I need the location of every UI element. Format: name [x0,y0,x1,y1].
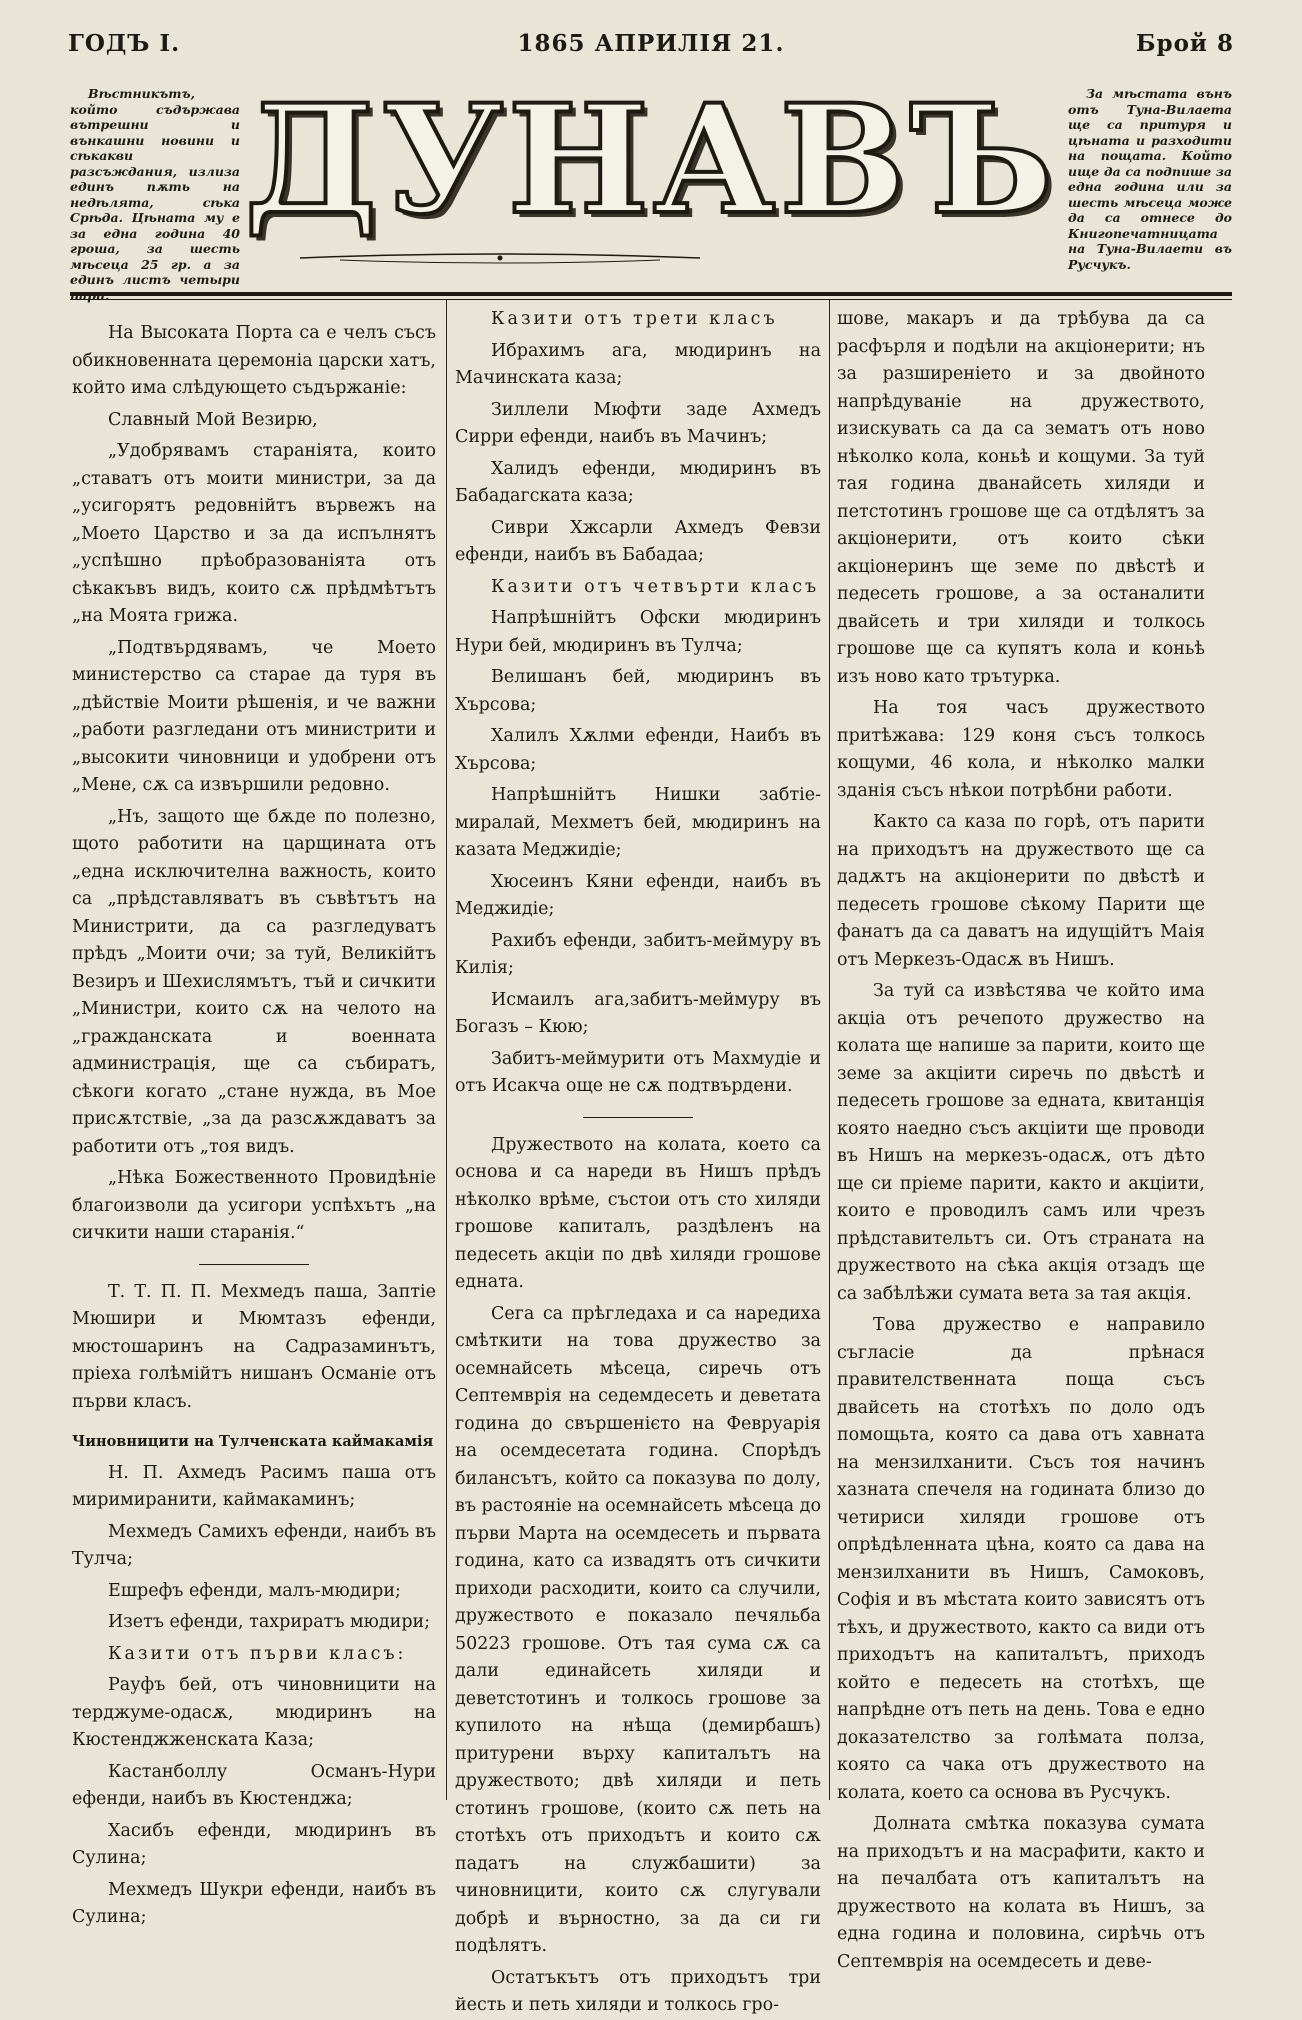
article-paragraph: Исмаилъ ага,забитъ-меймуру въ Богазъ – Кюю; [455,989,821,1037]
column-2 [455,306,821,2015]
article-paragraph: Халилъ Хѫлми ефенди, Наибъ въ Хърсова; [455,726,821,774]
column-1 [72,306,436,1927]
article-paragraph: Т. Т. П. П. Мехмедъ паша, Заптіе Мюшири и Мюмтазъ ефенди, мюстошаринъ на Садразаминътъ, пріеха голѣмійтъ нишанъ Османіе отъ първи класъ. [72,1281,436,1412]
article-paragraph: За туй са извѣстява че който има акціа отъ речепото дружество на колата ще напише за парити, които ще земе за акціити сиречь по двѣстѣ и педесеть грошове за едната, квитанція която наедно съсъ акціити ще проводи въ Нишъ на меркезъ-одасѫ, отъ дѣто ще си пріеме парити, както и акціити, които е проводилъ самъ или чрезъ прѣдставительтъ си. Отъ страната на дружеството на сѣка акція отзадъ ще са забѣлѣжи сумата вета за тая акція. [837,981,1205,1304]
article-paragraph: Велишанъ бей, мюдиринъ въ Хърсова; [455,667,821,715]
article-paragraph: Мехмедъ Самихъ ефенди, наибъ въ Тулча; [72,1521,436,1569]
article-paragraph: Хюсеинъ Кяни ефенди, наибъ въ Меджидіе; [455,871,821,919]
masthead-divider [70,292,1232,300]
article-paragraph: Ибрахимъ ага, мюдиринъ на Мачинската каза; [455,340,821,388]
article-paragraph: „Подтвърдявамъ, че Моето министерство са старае да туря въ „дѣйствіе Моити рѣшенія, и че важни „работи разгледани отъ министрити и „высокити чиновници и удобрени отъ „Мене, сѫ са извършили редовно. [72,637,436,795]
column-divider [829,300,830,1800]
article-paragraph: Напрѣшнійтъ Офски мюдиринъ Нури бей, мюдиринъ въ Тулча; [455,608,821,656]
article-paragraph: Изетъ ефенди, тахриратъ мюдири; [108,1612,431,1632]
article-paragraph: „Нъ, защото ще бѫде по полезно, щото работити на царщината отъ „една исключителна важность, които са „прѣдставляватъ въ съвѣтътъ на Министрити, да са разгледуватъ прѣдъ „Моити очи; за туй, Великійтъ Везиръ и Шехислямътъ, тъй и сичкити „Министри, които сѫ на челото на „гражданската и военната администрація, ще са събиратъ, сѣкоги когато „стане нужда, въ Мое присѫтствіе, „за да разсѫждаватъ за работити отъ „тоя видъ. [72,806,436,1157]
section-heading: Чиновницити на Тулченската каймакамія [72,1433,434,1450]
article-paragraph: Н. П. Ахмедъ Расимъ паша отъ миримиранити, каймакаминъ; [72,1462,436,1510]
column-3 [837,306,1205,1972]
section-heading: Казити отъ четвърти класъ [491,576,820,597]
title-block [240,72,1062,248]
article-paragraph: На Высоката Порта са е челъ съсъ обикновенната церемоніа царски хатъ, който има слѣдующето съдържаніе: [72,323,436,398]
article-paragraph: Зиллели Мюфти заде Ахмедъ Сирри ефенди, наибъ въ Мачинъ; [455,399,821,447]
year-label: ГОДЪ I. [68,30,181,57]
article-paragraph: Халидъ ефенди, мюдиринъ въ Бабадагската каза; [455,458,821,506]
article-paragraph: Напрѣшнійтъ Нишки забтіе-миралай, Мехметъ бей, мюдиринъ на казата Меджидіе; [455,785,821,860]
section-heading: Казити отъ трети класъ [491,309,778,329]
article-paragraph: Долната смѣтка показува сумата на приходътъ и на масрафити, както и на печалбата отъ капиталътъ на дружеството на колата въ Нишъ, за една година и половина, сирѣчь отъ Септемврія на осемдесеть и деве- [837,1814,1205,1972]
section-divider [199,1264,309,1265]
article-paragraph: Това дружество е направило съгласіе да прѣнася правителственната поща съсъ двайсеть на стотѣхъ по доло одъ помощьта, която са дава отъ хавната на мензилханити. Съсъ тоя начинъ хазната спечеля на годината близо до четириси хиляди грошове отъ опрѣдѣленната цѣна, която са дава на мензилханити въ Нишъ, Самоковъ, Софія и въ мѣстата които зависятъ отъ тѣхъ, и дружеството, както са види отъ приходътъ на капиталътъ, приходъ който е педесеть на стотѣхъ, ще напрѣдне отъ петь на день. Това е едно доказателство за голѣмата полза, която са чака отъ дружеството на колата, което са основа въ Русчукъ. [837,1315,1205,1803]
article-paragraph: На тоя часъ дружеството притѣжава: 129 коня съсъ толкось кощуми, 46 кола, и нѣколко малки зданія съсъ нѣкои потрѣбни работи. [837,698,1205,801]
spacer [72,306,436,320]
top-line [68,30,1234,60]
article-paragraph: Славный Мой Везирю, [108,409,318,430]
article-paragraph: Забитъ-меймурити отъ Махмудіе и отъ Исакча още не сѫ подтвърдени. [455,1048,821,1096]
article-paragraph: Мехмедъ Шукри ефенди, наибъ въ Сулина; [72,1879,436,1927]
section-divider [583,1117,693,1118]
article-paragraph: Рахибъ ефенди, забитъ-меймуру въ Килія; [455,930,821,978]
article-paragraph: Остатъкътъ отъ приходътъ три йесть и петь хиляди и толкось гро- [455,1967,821,2015]
section-heading: Казити отъ първи класъ: [108,1643,407,1664]
article-paragraph: Дружеството на колата, което са основа и са нареди въ Нишъ прѣдъ нѣколко врѣме, състои отъ сто хиляди грошове капиталъ, раздѣленъ на педесеть акціи по двѣ хиляди грошове едната. [455,1134,821,1292]
subscription-note-left: Вѣстникътъ, който съдържава вътрешни и вънкашни новини и сѣкакви разсъждания, излиза единъ пѫть на недѣлята, сѣка Срѣда. Цѣната му е за една година 40 гроша, за шесть мѣсеца 25 гр. а за единъ листъ четыри пари. [70,86,240,303]
article-paragraph: Както са каза по горѣ, отъ парити на приходътъ на дружеството ще са дадѫтъ на акціонерити по двѣстѣ и педесеть грошове сѣкому Парити ще фанатъ да са даватъ на идущійтъ Маія отъ Меркезъ-Одасѫ въ Нишъ. [837,812,1205,970]
article-paragraph: „Удобрявамъ стараніята, които „ставатъ отъ моити министри, за да „усигорятъ редовнійтъ вървежъ на „Моето Царство и за да испълнятъ „успѣшно прѣобразованіята отъ сѣкакъвъ видъ, които сѫ прѣдмѣтътъ „на Моята грижа. [72,441,436,626]
date-label: 1865 АПРИЛІЯ 21. [517,30,785,57]
article-paragraph: шове, макаръ и да трѣбува да са расфърля и подѣли на акціонерити; нъ за разширеніето и за двойното напрѣдуваніе на дружеството, изискувать са да са зематъ отъ ново нѣколко кола, коньѣ и кощуми. За туй тая година дванайсеть хиляди и петстотинъ грошове ще са отдѣлятъ за акціонерити, отъ които сѣки акціонеринъ ще земе по двѣстѣ и педесеть грошове, а за останалити двайсеть и три хиляди и толкось грошове ще са купятъ кола и коньѣ изъ ново като трътурка. [837,309,1205,687]
article-paragraph: Рауфъ бей, отъ чиновницити на терджуме-одасѫ, мюдиринъ на Кюстенджженската Каза; [72,1675,436,1750]
article-paragraph: Кастанболлу Османъ-Нури ефенди, наибъ въ Кюстенджа; [72,1761,436,1809]
issue-number: Брой 8 [1135,30,1234,57]
article-paragraph: „Нѣка Божественното Провидѣніе благоизволи да усигори успѣхътъ „на сичкити наши старанія.“ [72,1168,436,1243]
ornament-rule-icon [300,248,700,268]
article-paragraph: Сега са прѣгледаха и са наредиха смѣткити на това дружество за осемнайсеть мѣсеца, сиречь отъ Септемврія на седемдесеть и деветата година до свършенієто на Февруарія на осемдесетата година. Спорѣдъ билансътъ, който са показува по долу, въ растояніе на осемнайсеть мѣсеца до първи Марта на осемдесеть и първата година, като са извадятъ отъ сичкити приходи расходити, които са случили, дружеството е показало печяльба 50223 грошове. Отъ тая сума сѫ са дали единайсеть хиляди и деветстотинъ и толкось грошове за купилото на нѣща (демирбашъ) притурени върху капиталътъ на дружеството; двѣ хиляди и петь стотинъ грошове, (които сѫ петь на стотѣхъ отъ приходътъ и които сѫ падатъ на службашити) за чиновницити, които сѫ слугували добрѣ и върностно, за да си ги подѣлятъ. [455,1303,821,1956]
article-paragraph: Сиври Хжсарли Ахмедъ Февзи ефенди, наибъ въ Бабадаа; [455,517,821,565]
article-paragraph: Хасибъ ефенди, мюдиринъ въ Сулина; [72,1820,436,1868]
subscription-note-right: За мѣстата вънъ отъ Туна-Вилаета ще са притуря и цѣната и разходити на пощата. Който ище да са подпише за една година или за шесть мѣсеца може да са отнесе до Книгопечатницата на Туна-Вилаети въ Русчукъ. [1068,86,1232,272]
column-divider [446,300,447,1800]
article-paragraph: Ешрефъ ефенди, малъ-мюдири; [108,1580,401,1601]
newspaper-title: ДУНАВЪ [244,72,1058,248]
masthead [70,72,1232,303]
